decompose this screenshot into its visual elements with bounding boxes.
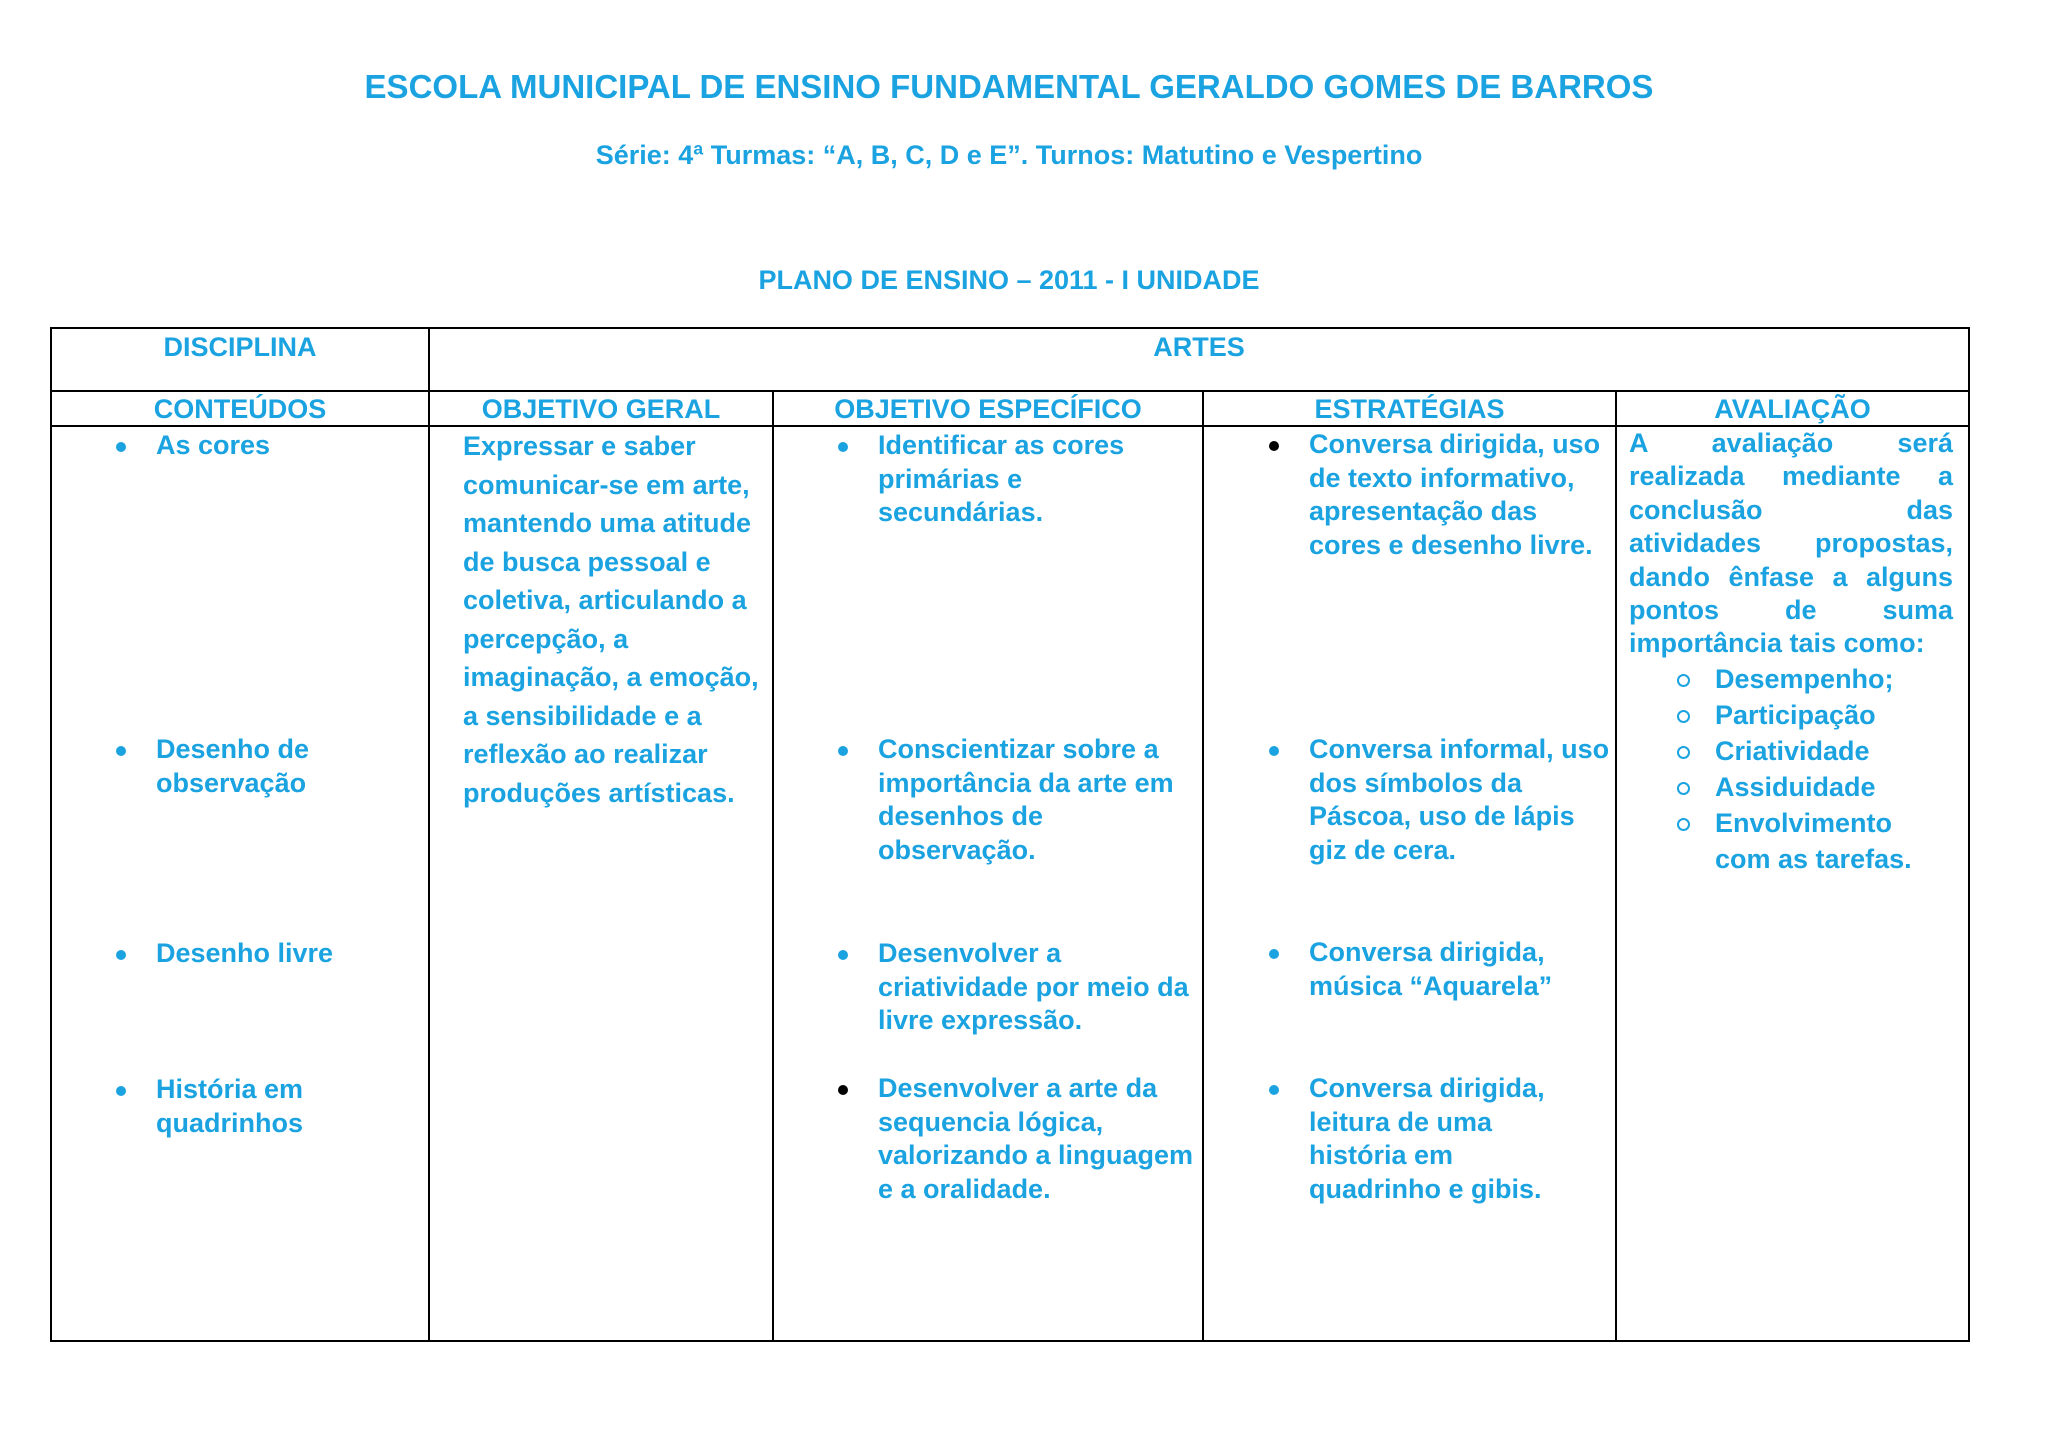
circle-bullet-icon: [1677, 674, 1690, 687]
bullet-icon: [838, 950, 848, 960]
bullet-icon: [1269, 949, 1279, 959]
class-info: Série: 4ª Turmas: “A, B, C, D e E”. Turnos: Matutino e Vespertino: [595, 140, 1423, 170]
bullet-icon: [1269, 1085, 1279, 1095]
estrategia-text: Conversa dirigida, música “Aquarela”: [1309, 937, 1553, 1001]
estrategias-cell: [1204, 427, 1615, 1340]
avaliacao-cell: [1617, 427, 1968, 1340]
discipline-value-cell: [429, 328, 1969, 391]
objetivo-especifico-item: [878, 937, 1198, 1038]
bullet-icon: [116, 1086, 126, 1096]
bullet-icon: [1269, 441, 1279, 451]
bullet-icon: [838, 442, 848, 452]
school-title: ESCOLA MUNICIPAL DE ENSINO FUNDAMENTAL GERALDO GOMES DE BARROS: [364, 68, 1654, 105]
estrategia-text: Conversa dirigida, uso de texto informativo, apresentação das cores e desenho livre.: [1309, 429, 1601, 560]
bullet-icon: [116, 950, 126, 960]
circle-bullet-icon: [1677, 782, 1690, 795]
conteudo-text: Desenho livre: [156, 938, 334, 968]
plan-title: PLANO DE ENSINO – 2011 - I UNIDADE: [758, 265, 1260, 295]
avaliacao-intro: A avaliação será realizada mediante a conclusão das atividades propostas, dando ênfase a alguns pontos de suma importância tais como:: [1629, 428, 1953, 659]
objetivo-especifico-item: [878, 733, 1198, 867]
column-header-avaliacao: AVALIAÇÃO: [1714, 394, 1871, 424]
bullet-icon: [116, 746, 126, 756]
column-header-row: [51, 391, 1969, 426]
column-header-estrategias: ESTRATÉGIAS: [1314, 394, 1505, 424]
discipline-value: ARTES: [1153, 332, 1245, 362]
objetivo-especifico-item: [878, 429, 1178, 530]
conteudo-item: [156, 1073, 356, 1140]
estrategia-item: [1309, 733, 1612, 867]
criterio-text: Assiduidade: [1715, 771, 1876, 802]
bullet-icon: [838, 746, 848, 756]
column-header-conteudos: CONTEÚDOS: [153, 394, 327, 424]
criterio-text: Criatividade: [1715, 735, 1870, 766]
criterio-item: [1629, 697, 1945, 733]
conteudo-item: [156, 937, 416, 971]
circle-bullet-icon: [1677, 818, 1690, 831]
estrategia-text: Conversa dirigida, leitura de uma história em quadrinho e gibis.: [1309, 1073, 1545, 1204]
conteudo-text: As cores: [156, 430, 271, 460]
objetivo-especifico-text: Identificar as cores primárias e secundárias.: [878, 430, 1125, 527]
discipline-label-cell: [51, 328, 429, 391]
conteudo-text: Desenho de observação: [156, 734, 310, 798]
column-header-objetivo-geral: OBJETIVO GERAL: [481, 394, 721, 424]
estrategia-item: [1309, 428, 1609, 562]
criterio-text: Desempenho;: [1715, 663, 1894, 694]
bullet-icon: [838, 1085, 848, 1095]
criterio-text: Participação: [1715, 699, 1876, 730]
criterio-item: [1629, 805, 1945, 877]
objetivo-especifico-cell: [774, 427, 1202, 1340]
objetivo-especifico-text: Desenvolver a criatividade por meio da livre expressão.: [878, 938, 1189, 1035]
conteudo-text: História em quadrinhos: [156, 1074, 304, 1138]
conteudo-item: [156, 733, 356, 800]
criterio-item: [1629, 769, 1945, 805]
estrategia-item: [1309, 936, 1612, 1003]
criterio-text: Envolvimento com as tarefas.: [1715, 807, 1912, 874]
objetivo-especifico-text: Desenvolver a arte da sequencia lógica, valorizando a linguagem e a oralidade.: [878, 1073, 1194, 1204]
bullet-icon: [1269, 746, 1279, 756]
criterio-item: [1629, 733, 1945, 769]
avaliacao-block: [1629, 427, 1953, 877]
discipline-row: [51, 328, 1969, 391]
objetivo-especifico-item: [878, 1072, 1198, 1206]
objetivo-especifico-text: Conscientizar sobre a importância da arte em desenhos de observação.: [878, 734, 1174, 865]
estrategia-text: Conversa informal, uso dos símbolos da Páscoa, uso de lápis giz de cera.: [1309, 734, 1610, 865]
avaliacao-criteria-list: [1629, 661, 1953, 877]
circle-bullet-icon: [1677, 746, 1690, 759]
discipline-label: DISCIPLINA: [163, 332, 317, 362]
content-row: [51, 426, 1969, 1341]
estrategia-item: [1309, 1072, 1589, 1206]
bullet-icon: [116, 442, 126, 452]
objetivo-geral-text: Expressar e saber comunicar-se em arte, mantendo uma atitude de busca pessoal e coletiva, articulando a percepção, a imaginação, a emoção, a sensibilidade e a reflexão ao realizar produções artísticas.: [463, 431, 759, 808]
circle-bullet-icon: [1677, 710, 1690, 723]
teaching-plan-table: [50, 327, 1970, 1342]
column-header-objetivo-especifico: OBJETIVO ESPECÍFICO: [834, 394, 1142, 424]
conteudo-item: [156, 429, 416, 463]
criterio-item: [1629, 661, 1945, 697]
conteudos-cell: [52, 427, 428, 1340]
objetivo-geral-cell: [430, 427, 772, 1340]
